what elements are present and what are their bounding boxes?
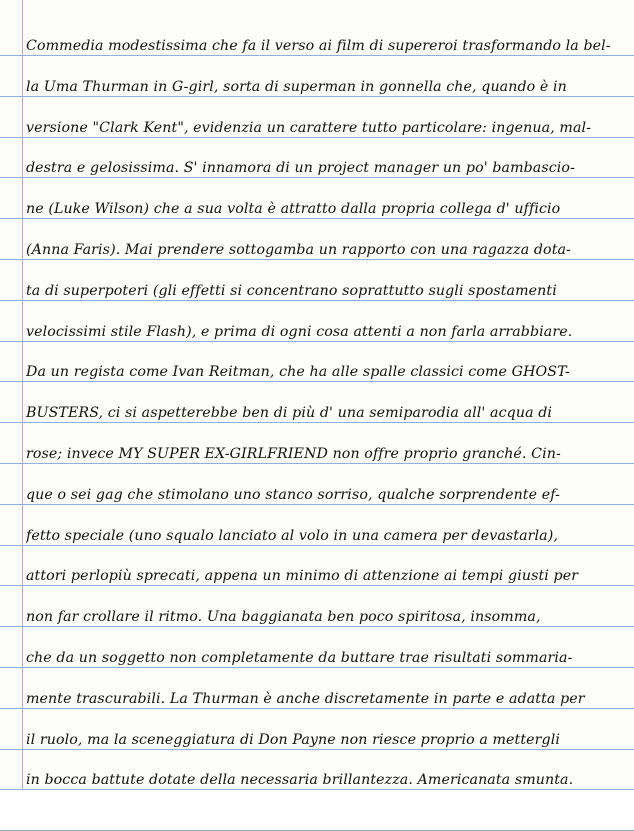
text-line: BUSTERS, ci si aspetterebbe ben di più d' una semiparodia all' acqua di [26,405,553,421]
text-line: attori perlopiù sprecati, appena un minimo di attenzione ai tempi giusti per [26,568,579,584]
margin-line [22,0,23,790]
text-line: rose; invece MY SUPER EX-GIRLFRIEND non offre proprio granché. Cin- [26,446,561,462]
text-line: Commedia modestissima che fa il verso ai film di supereroi trasformando la bel- [26,38,611,54]
text-line: que o sei gag che stimolano uno stanco sorriso, qualche sorprendente ef- [26,487,560,503]
text-line: ne (Luke Wilson) che a sua volta è attratto dalla propria collega d' ufficio [26,201,561,217]
text-line: in bocca battute dotate della necessaria brillantezza. Americanata smunta. [26,772,574,788]
text-line: mente trascurabili. La Thurman è anche discretamente in parte e adatta per [26,691,585,707]
text-line: non far crollare il ritmo. Una baggianata ben poco spiritosa, insomma, [26,609,541,625]
text-line: (Anna Faris). Mai prendere sottogamba un rapporto con una ragazza dota- [26,242,571,258]
text-line: ta di superpoteri (gli effetti si concentrano soprattutto sugli spostamenti [26,283,557,299]
text-line: il ruolo, ma la sceneggiatura di Don Payne non riesce proprio a mettergli [26,732,560,748]
text-line: versione "Clark Kent", evidenzia un carattere tutto particolare: ingenua, mal- [26,120,592,136]
text-line: che da un soggetto non completamente da buttare trae risultati sommaria- [26,650,573,666]
text-line: velocissimi stile Flash), e prima di ogni cosa attenti a non farla arrabbiare. [26,324,573,340]
text-line: fetto speciale (uno squalo lanciato al volo in una camera per devastarla), [26,528,558,544]
text-line: la Uma Thurman in G-girl, sorta di superman in gonnella che, quando è in [26,79,567,95]
text-line: destra e gelosissima. S' innamora di un project manager un po' bambascio- [26,160,575,176]
text-line: Da un regista come Ivan Reitman, che ha alle spalle classici come GHOST- [26,364,570,380]
